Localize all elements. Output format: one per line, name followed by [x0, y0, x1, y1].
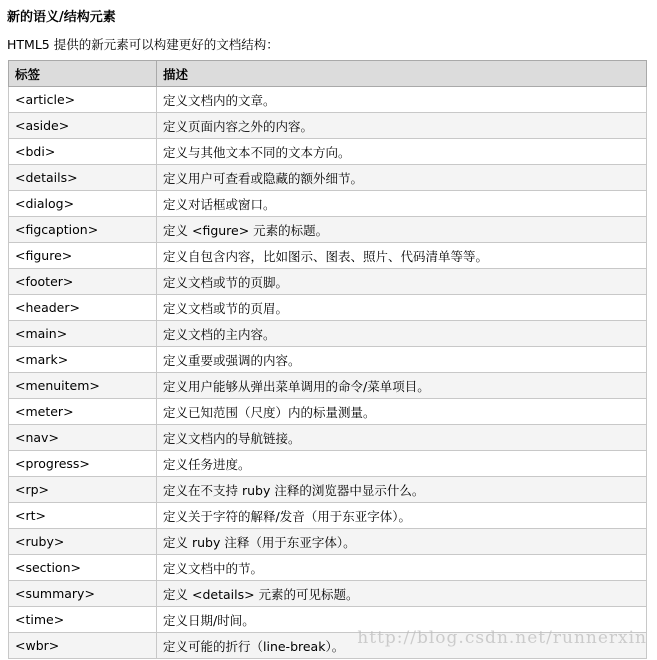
tag-cell: <figcaption> — [9, 217, 157, 243]
tag-cell: <details> — [9, 165, 157, 191]
table-row — [9, 87, 647, 113]
tag-cell: <progress> — [9, 451, 157, 477]
table-row — [9, 295, 647, 321]
tag-cell: <summary> — [9, 581, 157, 607]
table-row — [9, 191, 647, 217]
description-cell: 定义自包含内容，比如图示、图表、照片、代码清单等等。 — [157, 243, 647, 269]
description-cell: 定义文档内的导航链接。 — [157, 425, 647, 451]
description-cell: 定义对话框或窗口。 — [157, 191, 647, 217]
description-cell: 定义文档中的节。 — [157, 555, 647, 581]
description-cell: 定义任务进度。 — [157, 451, 647, 477]
table-row — [9, 347, 647, 373]
column-header-tag: 标签 — [9, 61, 157, 87]
table-row — [9, 477, 647, 503]
tag-cell: <aside> — [9, 113, 157, 139]
section-heading: 新的语义/结构元素 — [7, 10, 116, 25]
tag-cell: <wbr> — [9, 633, 157, 659]
description-cell: 定义 <details> 元素的可见标题。 — [157, 581, 647, 607]
table-row — [9, 113, 647, 139]
description-cell: 定义关于字符的解释/发音（用于东亚字体）。 — [157, 503, 647, 529]
tag-cell: <footer> — [9, 269, 157, 295]
description-cell: 定义在不支持 ruby 注释的浏览器中显示什么。 — [157, 477, 647, 503]
table-row — [9, 451, 647, 477]
table-row — [9, 373, 647, 399]
intro-text: HTML5 提供的新元素可以构建更好的文档结构： — [7, 37, 279, 52]
table-row — [9, 243, 647, 269]
table-row — [9, 321, 647, 347]
tag-cell: <header> — [9, 295, 157, 321]
tag-cell: <rt> — [9, 503, 157, 529]
table-body — [9, 87, 647, 659]
table-row — [9, 529, 647, 555]
description-cell: 定义文档或节的页脚。 — [157, 269, 647, 295]
table-row — [9, 399, 647, 425]
tag-cell: <figure> — [9, 243, 157, 269]
table-row — [9, 581, 647, 607]
description-cell: 定义重要或强调的内容。 — [157, 347, 647, 373]
table-row — [9, 139, 647, 165]
description-cell: 定义用户能够从弹出菜单调用的命令/菜单项目。 — [157, 373, 647, 399]
description-cell: 定义已知范围（尺度）内的标量测量。 — [157, 399, 647, 425]
table-row — [9, 503, 647, 529]
tag-cell: <nav> — [9, 425, 157, 451]
table-row — [9, 425, 647, 451]
watermark-url: http://blog.csdn.net/runnerxin — [357, 628, 647, 648]
description-cell: 定义 ruby 注释（用于东亚字体）。 — [157, 529, 647, 555]
description-cell: 定义页面内容之外的内容。 — [157, 113, 647, 139]
tag-cell: <mark> — [9, 347, 157, 373]
table-header-row — [9, 61, 647, 87]
tag-cell: <meter> — [9, 399, 157, 425]
description-cell: 定义与其他文本不同的文本方向。 — [157, 139, 647, 165]
description-cell: 定义可能的折行（line-break）。 — [157, 633, 647, 659]
tag-cell: <dialog> — [9, 191, 157, 217]
column-header-description: 描述 — [157, 61, 647, 87]
tag-cell: <rp> — [9, 477, 157, 503]
description-cell: 定义文档或节的页眉。 — [157, 295, 647, 321]
tag-cell: <bdi> — [9, 139, 157, 165]
tag-cell: <ruby> — [9, 529, 157, 555]
table-row — [9, 607, 647, 633]
tag-cell: <section> — [9, 555, 157, 581]
table-row — [9, 217, 647, 243]
description-cell: 定义文档内的文章。 — [157, 87, 647, 113]
description-cell: 定义日期/时间。 — [157, 607, 647, 633]
description-cell: 定义用户可查看或隐藏的额外细节。 — [157, 165, 647, 191]
table-row — [9, 165, 647, 191]
tag-cell: <main> — [9, 321, 157, 347]
tag-cell: <menuitem> — [9, 373, 157, 399]
description-cell: 定义 <figure> 元素的标题。 — [157, 217, 647, 243]
table-row — [9, 633, 647, 659]
tag-cell: <article> — [9, 87, 157, 113]
table-row — [9, 555, 647, 581]
table-row — [9, 269, 647, 295]
tag-cell: <time> — [9, 607, 157, 633]
description-cell: 定义文档的主内容。 — [157, 321, 647, 347]
semantic-elements-table — [8, 60, 647, 659]
